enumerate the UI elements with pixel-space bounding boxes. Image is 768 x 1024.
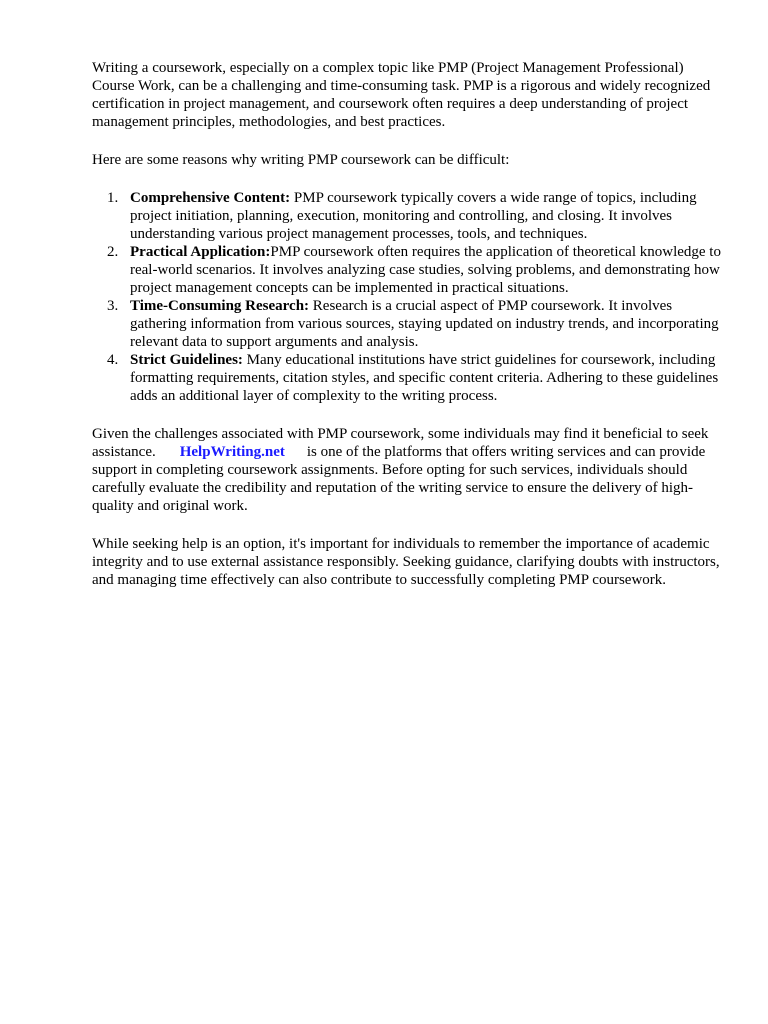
list-item-number: 3. (107, 298, 119, 314)
help-text-after: is one of the platforms that offers writing services and can provide support in completing coursework assignments. Before opting for such services, individuals should carefully evaluate the credibility and reputation of the writing service to ensure the delivery of high-quality and original work. (92, 444, 706, 514)
list-item-title: Strict Guidelines: (130, 352, 243, 368)
help-text-before: Given the challenges associated with PMP coursework, some individuals may find it beneficial to seek assistance. (92, 426, 709, 460)
list-item (92, 243, 722, 297)
list-item-number: 2. (107, 244, 119, 260)
list-item-title: Practical Application: (130, 244, 271, 260)
list-item-title: Time-Consuming Research: (130, 298, 310, 314)
reasons-list (92, 189, 722, 405)
intro-paragraph: Writing a coursework, especially on a complex topic like PMP (Project Management Professional) Course Work, can be a challenging and time-consuming task. PMP is a rigorous and widely recognized certification in project management, and coursework often requires a deep understanding of project management principles, methodologies, and best practices. (92, 60, 711, 130)
helpwriting-link[interactable]: HelpWriting.net (179, 444, 285, 460)
list-item-text: PMP coursework often requires the application of theoretical knowledge to real-world scenarios. It involves analyzing case studies, solving problems, and demonstrating how project management concepts can be implemented in practical situations. (130, 244, 721, 296)
list-item-text: Research is a crucial aspect of PMP coursework. It involves gathering information from various sources, staying updated on industry trends, and incorporating relevant data to support arguments and analysis. (130, 298, 719, 350)
list-item-number: 1. (107, 190, 119, 206)
closing-paragraph: While seeking help is an option, it's important for individuals to remember the importance of academic integrity and to use external assistance responsibly. Seeking guidance, clarifying doubts with instructors, and managing time effectively can also contribute to successfully completing PMP coursework. (92, 536, 720, 588)
reasons-lead: Here are some reasons why writing PMP coursework can be difficult: (92, 152, 510, 168)
list-item-number: 4. (107, 352, 119, 368)
list-item-title: Comprehensive Content: (130, 190, 291, 206)
help-paragraph (92, 425, 722, 515)
list-item (92, 297, 722, 351)
document-page (92, 59, 722, 609)
list-item-text: PMP coursework typically covers a wide range of topics, including project initiation, planning, execution, monitoring and controlling, and closing. It involves understanding various project management processes, tools, and techniques. (130, 190, 697, 242)
list-item-text: Many educational institutions have strict guidelines for coursework, including formatting requirements, citation styles, and specific content criteria. Adhering to these guidelines adds an additional layer of complexity to the writing process. (130, 352, 719, 404)
list-item (92, 189, 722, 243)
list-item (92, 351, 722, 405)
